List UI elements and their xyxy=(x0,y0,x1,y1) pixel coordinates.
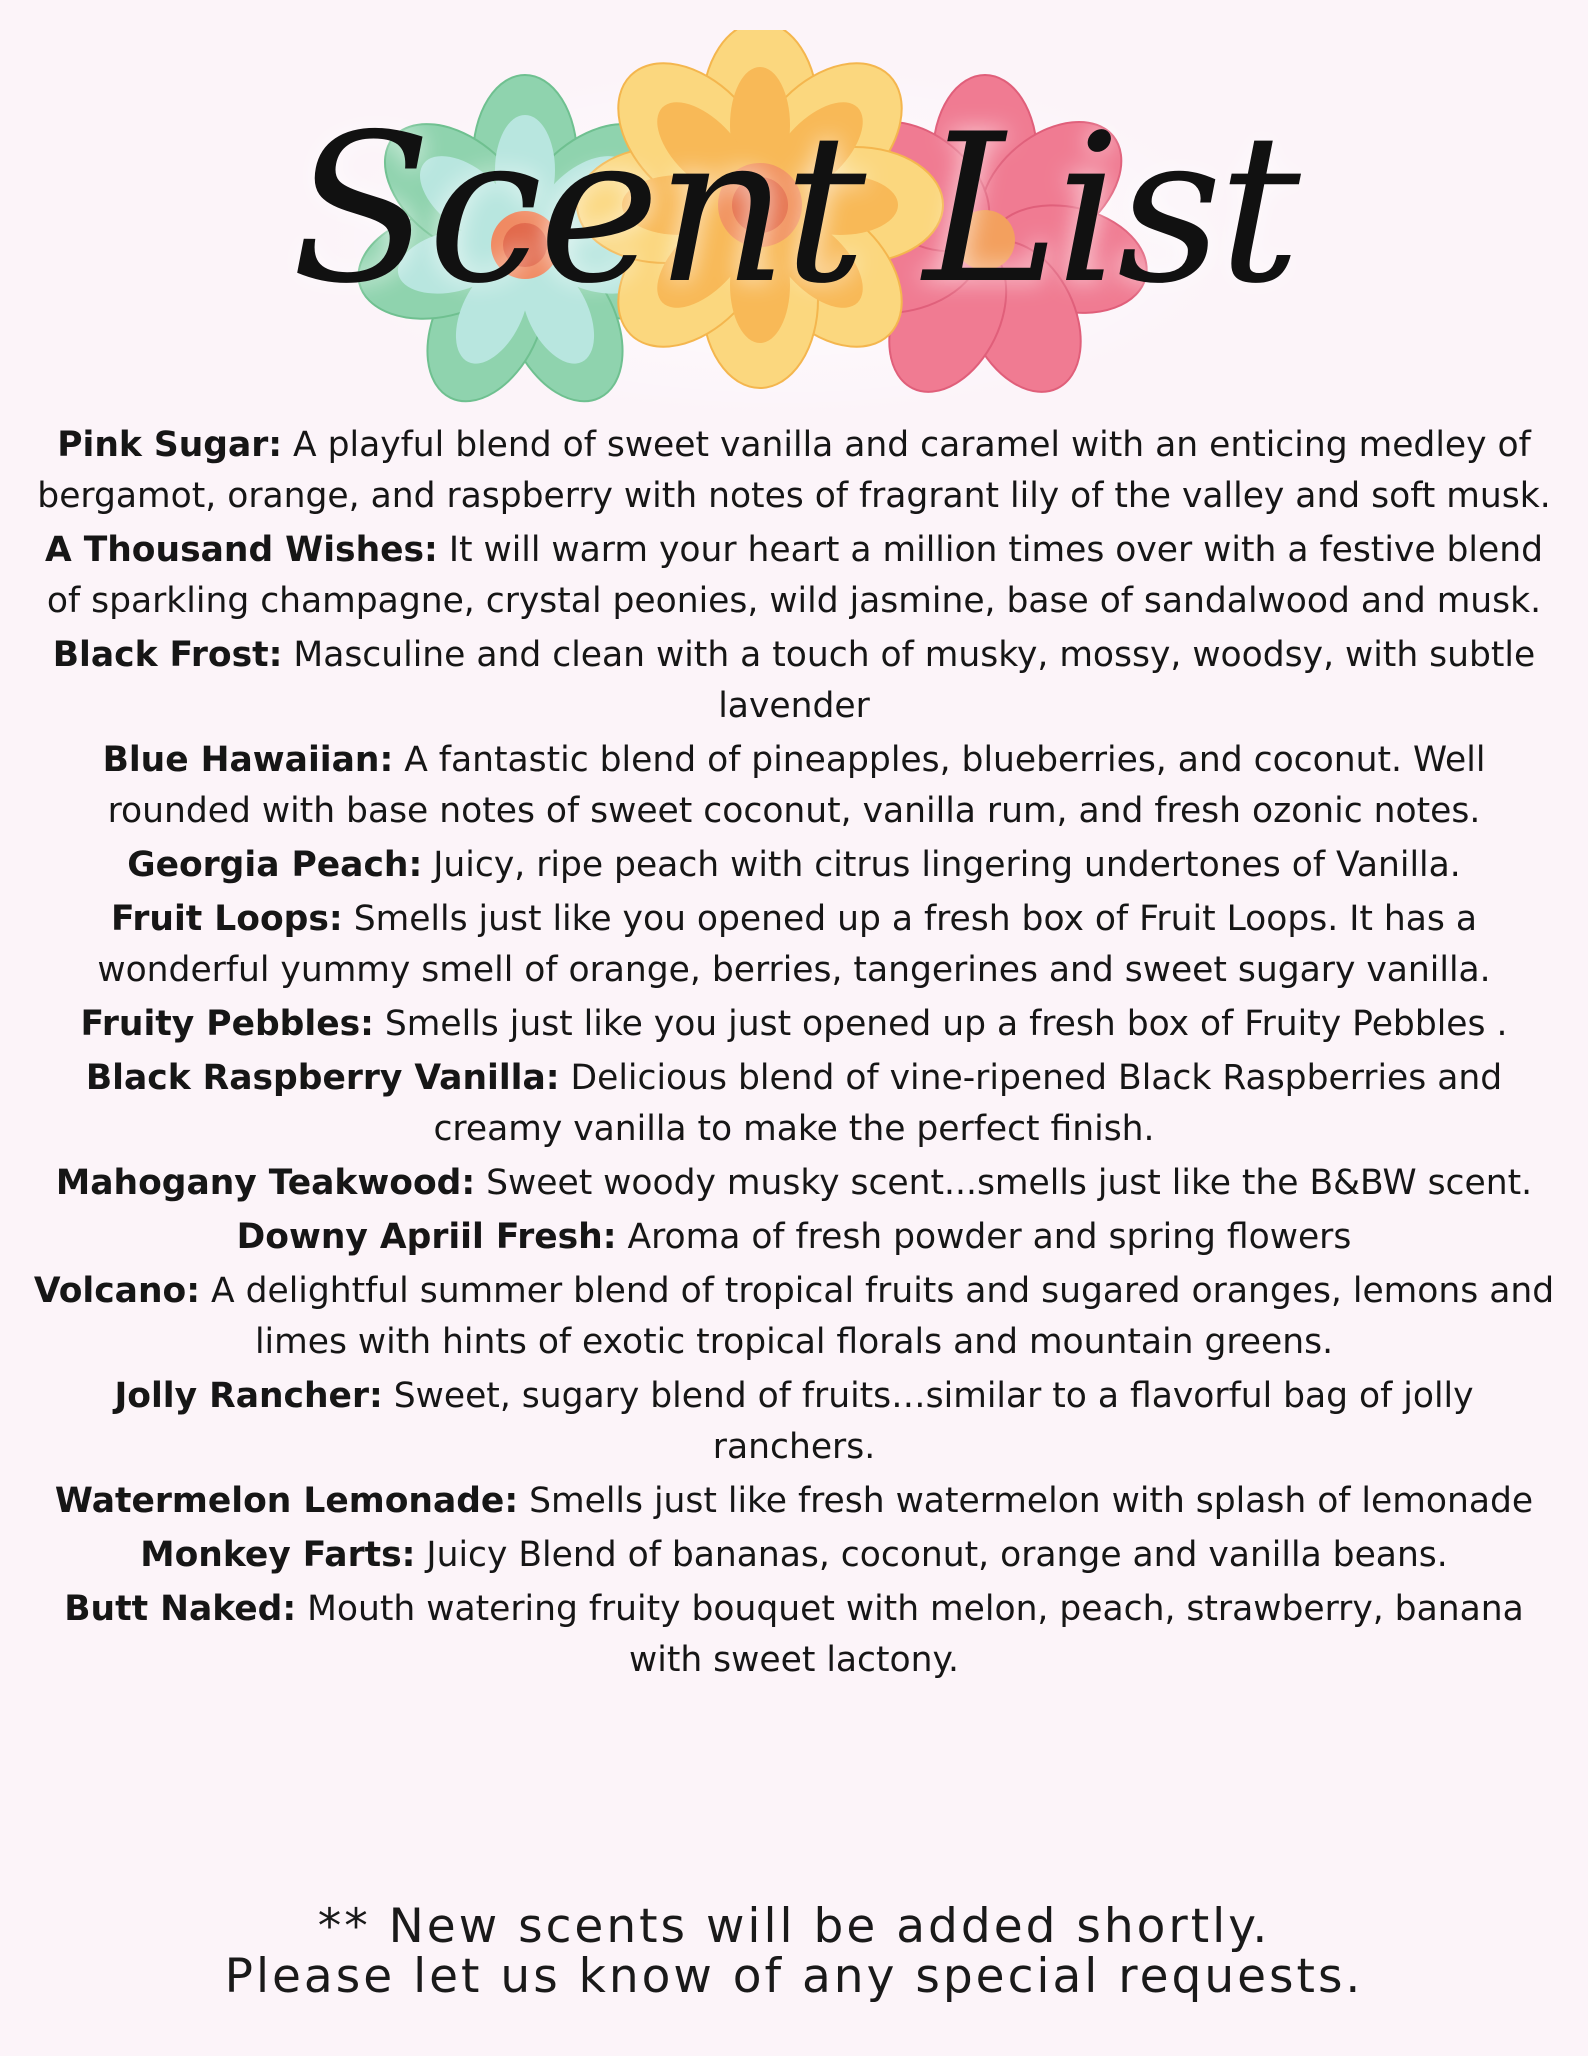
scent-entry xyxy=(30,1158,1558,1209)
scent-description: A delightful summer blend of tropical fruits and sugared oranges, lemons and limes with hints of exotic tropical florals and mountain greens. xyxy=(211,1271,1555,1362)
scent-name: Fruity Pebbles: xyxy=(80,1004,374,1044)
scent-name: Downy Apriil Fresh: xyxy=(236,1217,617,1257)
scent-name: Black Raspberry Vanilla: xyxy=(85,1058,560,1098)
scent-name: Blue Hawaiian: xyxy=(102,740,394,780)
scent-description: Delicious blend of vine-ripened Black Raspberries and creamy vanilla to make the perfect finish. xyxy=(433,1058,1503,1149)
scent-entry xyxy=(30,1266,1558,1368)
scent-name: Georgia Peach: xyxy=(127,845,423,885)
scent-entry xyxy=(30,630,1558,732)
scent-entry xyxy=(30,1371,1558,1473)
scent-description: A fantastic blend of pineapples, blueberries, and coconut. Well rounded with base notes of sweet coconut, vanilla rum, and fresh ozonic notes. xyxy=(107,740,1486,831)
footer-line-1: ** New scents will be added shortly. xyxy=(317,1899,1271,1954)
scent-description: Mouth watering fruity bouquet with melon, peach, strawberry, banana with sweet lactony. xyxy=(307,1589,1524,1680)
scent-description: Smells just like you just opened up a fresh box of Fruity Pebbles . xyxy=(384,1004,1508,1044)
scent-description: It will warm your heart a million times over with a festive blend of sparkling champagne, crystal peonies, wild jasmine, base of sandalwood and musk. xyxy=(46,530,1543,621)
scent-name: A Thousand Wishes: xyxy=(45,530,438,570)
scent-description: Smells just like fresh watermelon with splash of lemonade xyxy=(529,1481,1534,1521)
scent-entry xyxy=(30,999,1558,1050)
scent-name: Volcano: xyxy=(33,1271,201,1311)
scent-name: Mahogany Teakwood: xyxy=(55,1163,476,1203)
header xyxy=(0,30,1588,410)
scent-description: Smells just like you opened up a fresh box of Fruit Loops. It has a wonderful yummy smell of orange, berries, tangerines and sweet sugary vanilla. xyxy=(97,899,1491,990)
scent-entry xyxy=(30,1476,1558,1527)
scent-name: Watermelon Lemonade: xyxy=(54,1481,519,1521)
scent-entry xyxy=(30,1053,1558,1155)
scent-name: Monkey Farts: xyxy=(140,1535,416,1575)
scent-name: Jolly Rancher: xyxy=(114,1376,383,1416)
footer-note xyxy=(0,1899,1588,2004)
page-title: Scent List xyxy=(291,91,1297,329)
scent-entry xyxy=(30,894,1558,996)
scent-list xyxy=(30,420,1558,1689)
scent-entry xyxy=(30,1212,1558,1263)
scent-description: Juicy Blend of bananas, coconut, orange and vanilla beans. xyxy=(426,1535,1448,1575)
scent-entry xyxy=(30,1584,1558,1686)
scent-entry xyxy=(30,840,1558,891)
scent-description: Aroma of fresh powder and spring flowers xyxy=(627,1217,1352,1257)
footer-line-2: Please let us know of any special requests. xyxy=(224,1949,1364,2004)
scent-entry xyxy=(30,1530,1558,1581)
scent-name: Fruit Loops: xyxy=(111,899,343,939)
scent-name: Pink Sugar: xyxy=(57,425,283,465)
scent-entry xyxy=(30,735,1558,837)
scent-description: Masculine and clean with a touch of musky, mossy, woodsy, with subtle lavender xyxy=(293,635,1536,726)
scent-description: Juicy, ripe peach with citrus lingering undertones of Vanilla. xyxy=(433,845,1461,885)
scent-description: Sweet, sugary blend of fruits…similar to a flavorful bag of jolly ranchers. xyxy=(393,1376,1474,1467)
scent-description: Sweet woody musky scent...smells just like the B&BW scent. xyxy=(486,1163,1533,1203)
scent-entry xyxy=(30,420,1558,522)
scent-entry xyxy=(30,525,1558,627)
scent-description: A playful blend of sweet vanilla and caramel with an enticing medley of bergamot, orange, and raspberry with notes of fragrant lily of the valley and soft musk. xyxy=(37,425,1551,516)
scent-name: Butt Naked: xyxy=(64,1589,297,1629)
scent-name: Black Frost: xyxy=(52,635,283,675)
